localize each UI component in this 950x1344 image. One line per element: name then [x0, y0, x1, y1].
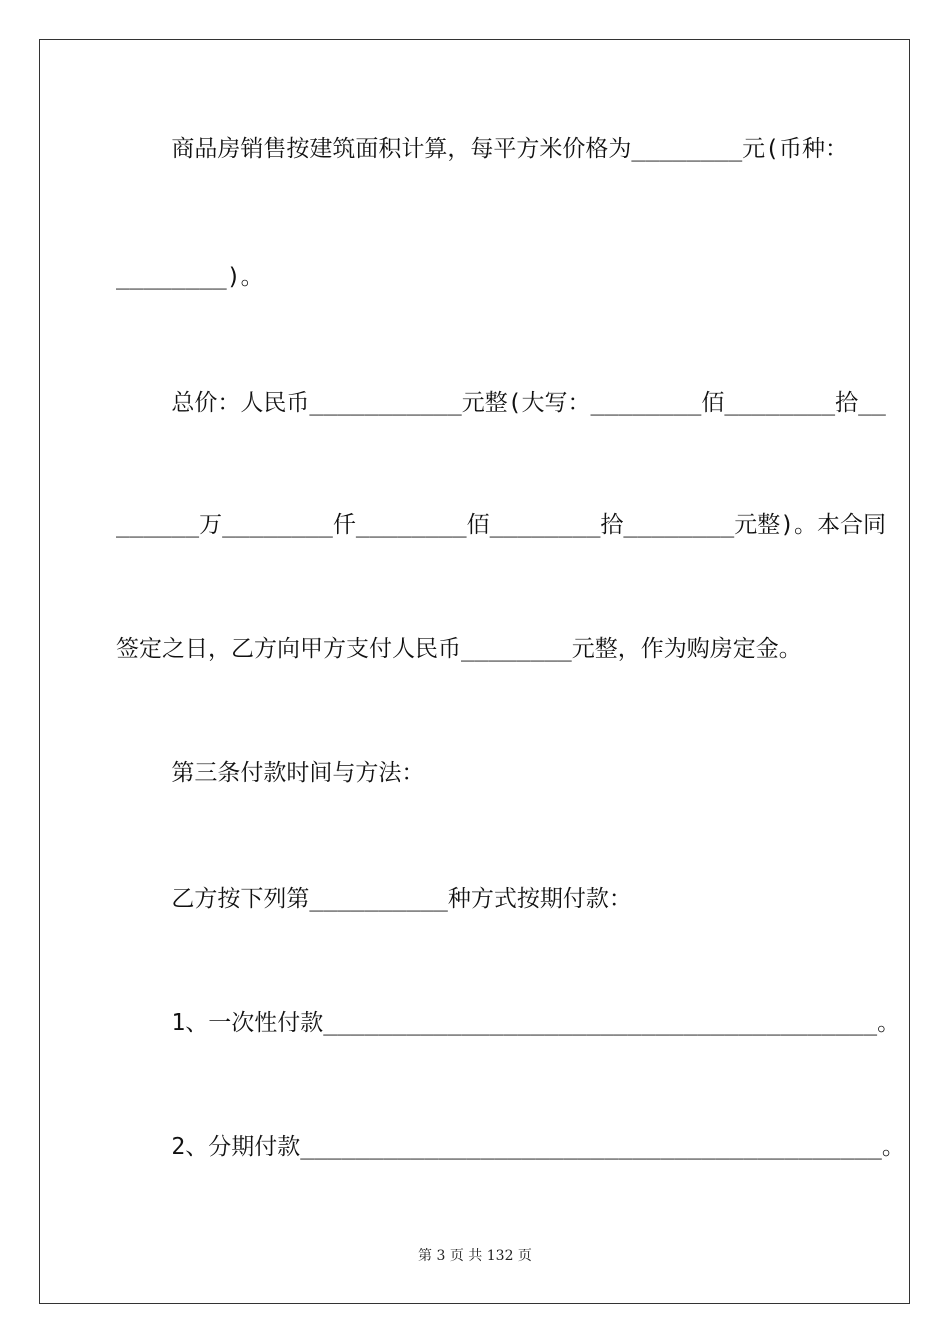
section-heading-payment: 第三条付款时间与方法： — [116, 760, 425, 786]
list-item-lump-sum: 1、一次性付款________________________________________。 — [116, 1010, 901, 1036]
text-line-payment-method: 乙方按下列第__________种方式按期付款： — [116, 886, 632, 912]
text-line-currency: ________)。 — [116, 264, 264, 290]
page-border — [39, 39, 910, 1304]
text-line-deposit: 签定之日，乙方向甲方支付人民币________元整，作为购房定金。 — [116, 636, 802, 662]
text-line-total-price-capital: ______万________仟________佰________拾________元整)。本合同 — [116, 512, 887, 538]
list-item-installment: 2、分期付款__________________________________________。 — [116, 1134, 905, 1160]
text-line-total-price: 总价：人民币___________元整(大写：________佰________拾__ — [116, 390, 886, 416]
text-line-price-per-sqm: 商品房销售按建筑面积计算，每平方米价格为________元(币种： — [116, 136, 849, 162]
page-footer: 第 3 页 共 132 页 — [418, 1248, 532, 1264]
